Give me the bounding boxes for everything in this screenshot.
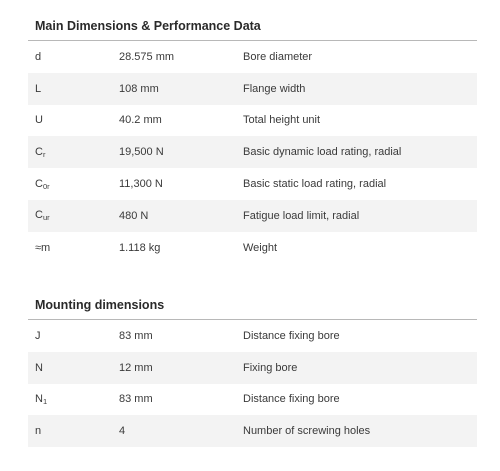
description-cell: Fatigue load limit, radial	[243, 209, 360, 222]
value-cell: 4	[119, 425, 126, 438]
description-cell: Fixing bore	[243, 361, 298, 374]
symbol-cell: $C_{ur}$	[35, 209, 50, 223]
mounting-dimensions-table	[28, 320, 477, 447]
symbol-cell: ≈m	[35, 241, 51, 254]
value-cell: 11,300 N	[119, 178, 163, 191]
table-row	[28, 415, 477, 447]
value-cell: 19,500 N	[119, 146, 164, 159]
symbol-cell: $N_1$	[35, 392, 48, 406]
table-row	[28, 168, 477, 200]
table-row	[28, 320, 477, 352]
table-row	[28, 352, 477, 384]
mounting-dimensions-section	[28, 291, 477, 447]
description-cell: Weight	[243, 241, 278, 254]
description-cell: Basic dynamic load rating, radial	[243, 146, 402, 159]
symbol-cell: N	[35, 361, 43, 374]
value-cell: 40.2 mm	[119, 114, 162, 127]
symbol-cell: L	[35, 82, 42, 95]
description-cell: Bore diameter	[243, 50, 313, 63]
symbol-cell: n	[35, 425, 42, 438]
value-cell: 28.575 mm	[119, 50, 175, 63]
symbol-cell: U	[35, 114, 43, 127]
description-cell: Flange width	[243, 82, 306, 95]
description-cell: Distance fixing bore	[243, 329, 340, 342]
symbol-cell: d	[35, 50, 42, 63]
section-title: Main Dimensions & Performance Data	[28, 12, 477, 41]
symbol-cell: J	[35, 329, 41, 342]
main-dimensions-table	[28, 41, 477, 264]
value-cell: 1.118 kg	[119, 241, 161, 254]
description-cell: Number of screwing holes	[243, 425, 371, 438]
symbol-subscript: ur	[42, 213, 50, 223]
value-cell: 83 mm	[119, 329, 153, 342]
table-row	[28, 136, 477, 168]
table-row	[28, 232, 477, 264]
description-cell: Total height unit	[243, 114, 321, 127]
table-row	[28, 384, 477, 416]
symbol-subscript: 0r	[42, 181, 50, 191]
value-cell: 480 N	[119, 209, 149, 222]
section-title: Mounting dimensions	[28, 291, 477, 320]
value-cell: 83 mm	[119, 393, 153, 406]
table-row	[28, 73, 477, 105]
table-row	[28, 200, 477, 232]
table-row	[28, 41, 477, 73]
description-cell: Distance fixing bore	[243, 393, 340, 406]
value-cell: 108 mm	[119, 82, 159, 95]
table-row	[28, 105, 477, 137]
main-dimensions-section	[28, 12, 477, 264]
symbol-subscript: r	[42, 149, 46, 159]
symbol-cell: $C_r$	[35, 145, 46, 159]
description-cell: Basic static load rating, radial	[243, 178, 387, 191]
symbol-subscript: 1	[42, 396, 48, 406]
symbol-cell: $C_{0r}$	[35, 177, 50, 191]
value-cell: 12 mm	[119, 361, 153, 374]
